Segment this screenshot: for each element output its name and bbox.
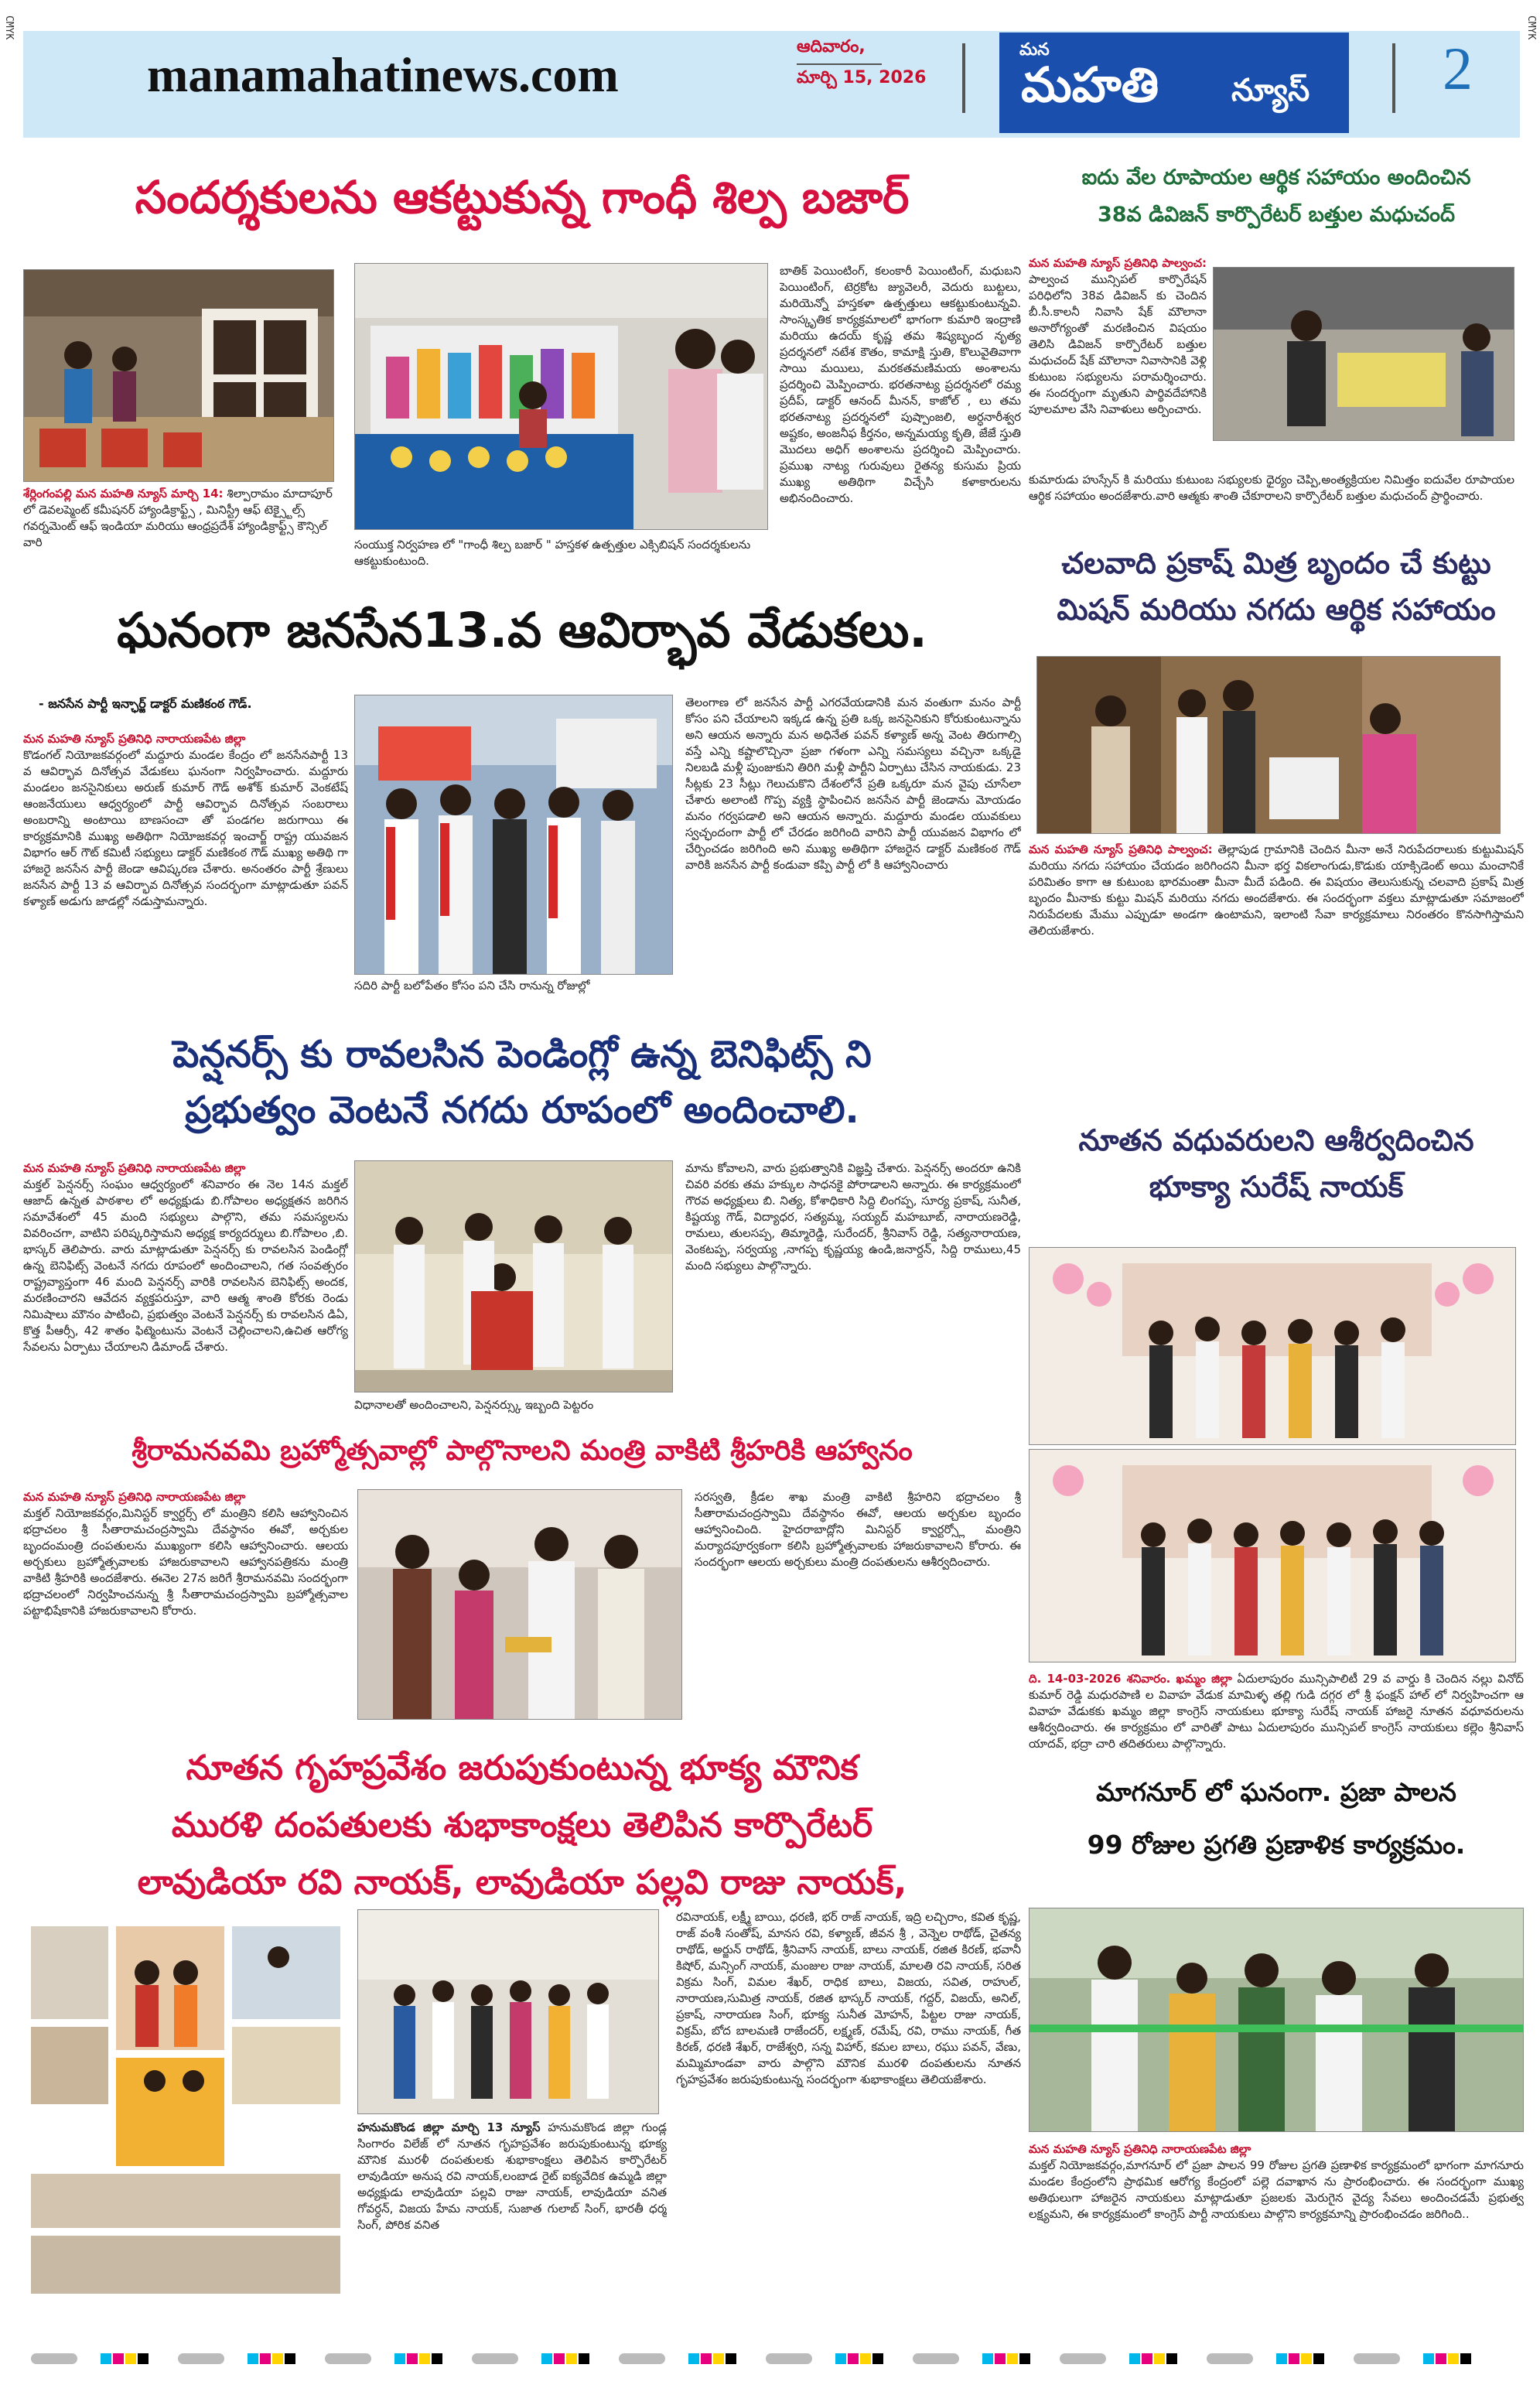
battula-dateline: మన మహతి న్యూస్ ప్రతినిధి పాల్వంచ: [1029,256,1207,270]
sriramanavami-col1 [23,1489,348,1721]
janasena-byline: - జనసేన పార్టీ ఇన్ఛార్జ్ డాక్టర్ మణికంఠ గౌడ్. [39,696,252,711]
gandhi-headline: సందర్శకులను ఆకట్టుకున్న గాంధీ శిల్ప బజార్ [135,171,910,224]
gandhi-body: బాతిక్ పెయింటింగ్, కలంకారీ పెయింటింగ్, మధుబని పెయింటింగ్, టెర్రకోట జ్యువెలరీ, వెదురు బుట్టలు, మరియెన్నో హస్తకళా ఉత్పత్తులు ఆకట్టుకుంటున్నవి. సాంస్కృతిక కార్యక్రమాలలో భాగంగా కుమారి ఇంద్రాణి మరియు ఉదయ్ కృష్ణ తమ శిష్యబృంద నృత్య ప్రదర్శనలో నటేశ కౌతం, కామాక్షి స్తుతి, కొలువైతివాగా సాయి మయిలు, మరకతమణిమయ అంశాలను ప్రదర్శించి మెప్పించారు. భరతనాట్య ప్రదర్శనలో రమ్య ప్రదీప్, డాక్టర్ ఆనంద్ మీనన్, కాజోల్ , లు తమ భరతనాట్య ప్రదర్శనలో పుష్పాంజలి, అర్ధనారీశ్వర అష్టకం, అంజనీఫ కీర్తనం, అన్నమయ్య కృతి, జేజే స్తుతి మొదలు అధిగ్ అంశాలను ప్రదర్శించి మెప్పించారు. ప్రముఖ నాట్య గురువులు రైతన్య కుసుమ ప్రియ ముఖ్య అతిథిగా విచ్చేసి కళాకారులను అభినందించారు. [780,264,1021,505]
janasena-caption: సదిరి పార్టీ బలోపేతం కోసం పని చేసి రానున్న రోజుల్లో [354,979,590,993]
masthead-divider-2 [1392,43,1395,113]
pensioners-caption: విధానాలతో అందించాలని, పెన్షనర్స్కు ఇబ్బంది పెట్టరం [354,1398,594,1412]
bhukya-headline-1: నూతన వధువరులని ఆశీర్వదించిన [1078,1123,1474,1157]
pensioners-col3: మాను కోవాలని, వారు ప్రభుత్వానికి విజ్ఞప్తి చేశారు. పెన్షనర్స్ అందరూ ఉనికి చివరి వరకు తమ హక్కుల సాధనకై పోరాడాలని అన్నారు. ఈ కార్యక్రమంలో గౌరవ అధ్యక్షులు బి. నిత్య, కోశాధికారి సిద్ది లింగప్ప, సూర్య ప్రకాష్, సునీత, కిష్టయ్య గౌడ్, విద్యాధర, సత్యమ్మ, సయ్యద్ మహబూబ్, నారాయణరెడ్డి, రామలు, తులసప్ప, తిమ్మారెడ్డి, సురేందర్, శ్రీనివాస్ రెడ్డి, సత్యనారాయణ, వెంకటప్ప, సర్వయ్య ,నాగప్ప కృష్ణయ్య ఉండి,జనార్దన్, సిద్ది రాములు,45 మంది సభ్యులు పాల్గొన్నారు. [685,1161,1021,1273]
bhukya-body [1029,1671,1524,1762]
pensioners-dateline: మన మహతి న్యూస్ ప్రతినిధి నారాయణపేట జిల్లా [23,1161,246,1175]
newspaper-logo [999,32,1349,133]
janasena-photo [354,695,673,975]
chalavadi-headline-1: చలవాది ప్రకాష్ మిత్ర బృందం చే కుట్టు [1061,546,1491,580]
gruhapravesam-headline-2: మురళి దంపతులకు శుభాకాంక్షలు తెలిపిన కార్పొరేటర్ [171,1806,873,1845]
registration-mark-left: CMYK [3,15,15,40]
gruhapravesam-dateline: హనుమకొండ జిల్లా మార్చి 13 న్యూస్ [357,2120,541,2134]
logo-news-text: న్యూస్ [1231,73,1310,108]
bhukya-photo-2 [1029,1449,1516,1662]
janasena-dateline: మన మహతి న్యూస్ ప్రతినిధి నారాయణపేట జిల్లా [23,732,246,746]
maganoor-headline-2: 99 రోజుల ప్రగతి ప్రణాళిక కార్యక్రమం. [1087,1830,1466,1860]
gandhi-photo-2 [354,263,768,530]
issue-date-text: మార్చి 15, 2026 [797,68,927,87]
maganoor-body [1029,2141,1524,2312]
maganoor-photo [1029,1908,1524,2132]
gruhapravesam-headline-3: లావుడియా రవి నాయక్, లావుడియా పల్లవి రాజు నాయక్, [137,1863,907,1902]
sriramanavami-col1-text: మక్తల్ నియోజకవర్గం,మినిస్టర్ క్వార్టర్స్ లో మంత్రిని కలిసి ఆహ్వానించిన భద్రాచలం శ్రీ సీతారామచంద్రస్వామి దేవస్థానం ఈవో, అర్చకుల బృందంమంత్రి దంపతులను ముఖ్యంగా కలిసి ఆహ్వానించారు. ఆలయ అర్చకులు బ్రహ్మోత్సవాలకు హాజరుకావాలని ఆహ్వానపత్రికను మంత్రి వాకిటి శ్రీహరికి అందజేశారు. ఈనెల 27న జరిగే శ్రీరామనవమి సందర్భంగా భద్రాచలంలో నిర్వహించనున్న శ్రీ సీతారామచంద్రస్వామి బ్రహ్మోత్సవాల పట్టాభిషేకానికి హాజరుకావాలని కోరారు. [23,1506,348,1618]
logo-big-text: మహతి [1021,60,1159,112]
issue-day: ఆదివారం, [797,37,866,56]
battula-headline-2: 38వ డివిజన్ కార్పొరేటర్ బత్తుల మధుచంద్ [1097,203,1456,227]
bhukya-body-text: ఏదులాపురం మున్సిపాలిటీ 29 వ వార్డు కి చెందిన నల్లు వినోద్ కుమార్ రెడ్డి మధురపాణి ల వివాహ వేడుక మామిళ్ళ తల్లి గుడి దగ్గర లో శ్రీ ఫంక్షన్ హాల్ లో నిర్వహించగా ఆ వివాహ వేడుకకు ఖమ్మం జిల్లా కాంగ్రెస్ నాయకులు భూక్యా సురేష్ నాయక్ హాజరై నూతన వధూవరులను ఆశీర్వదించారు. ఈ కార్యక్రమం లో వారితో పాటు ఏదులాపురం మున్సిపల్ కాంగ్రెస్ నాయకులు కల్లెం శ్రీనివాస్ యాదవ్, భద్రా చారి తదితరులు పాల్గొన్నారు. [1029,1672,1524,1751]
maganoor-body-text: మక్తల్ నియోజకవర్గం,మాగనూర్ లో ప్రజా పాలన 99 రోజుల ప్రగతి ప్రణాళిక కార్యక్రమంలో భాగంగా మాగనూరు మండల కేంద్రంలోని ప్రాథమిక ఆరోగ్య కేంద్రంలో పల్లె దవాఖాన ను ప్రారంభించారు. ఈ సందర్భంగా ముఖ్య అతిథులుగా హాజరైన నాయకులు మాట్లాడుతూ ప్రజలకు మెరుగైన వైద్య సేవలు అందించడమే ప్రభుత్వ లక్ష్యమని, ఈ కార్యక్రమంలో కాంగ్రెస్ పార్టీ నాయకులు పాల్గొని కార్యక్రమాన్ని ప్రారంభించడం జరిగింది.. [1029,2158,1524,2221]
bhukya-dateline: ది. 14-03-2026 శనివారం. ఖమ్మం జిల్లా [1029,1672,1232,1686]
date-divider [797,63,882,65]
color-registration-bar [31,2349,1516,2369]
battula-col1 [1029,255,1207,487]
pensioners-photo [354,1160,673,1392]
gruhapravesam-col1-text: హనుమకొండ జిల్లా గుండ్ల సింగారం విలేజ్ లో నూతన గృహప్రవేశం జరుపుకుంటున్న భూక్య మౌనిక మురళీ దంపతులకు శుభాకాంక్షలు తెలిపిన కార్పొరేటర్ లావుడియా అనుష రవి నాయక్,లంబాడ రైట్ ఐక్యవేదిక ఉమ్మడి జిల్లా అధ్యక్షుడు లావుడియా పల్లవి రాజు నాయక్, లావుడియా వనిత గోవర్ధన్, విజయ హేమ నాయక్, సుజాత గులాబ్ సింగ్, భారతీ ధర్మ సింగ్, పోరిక వనిత [357,2120,667,2232]
logo-small-text: మన [1019,40,1050,60]
chalavadi-body [1029,842,1524,1111]
gruhapravesam-headline-1: నూతన గృహప్రవేశం జరుపుకుంటున్న భూక్య మౌనిక [186,1748,859,1788]
page-number: 2 [1443,35,1473,102]
chalavadi-headline-2: మిషన్ మరియు నగదు ఆర్థిక సహాయం [1057,593,1496,627]
sriramanavami-photo [357,1489,682,1720]
gruhapravesam-col1 [357,2120,667,2305]
sriramanavami-dateline: మన మహతి న్యూస్ ప్రతినిధి నారాయణపేట జిల్లా [23,1490,246,1504]
maganoor-dateline: మన మహతి న్యూస్ ప్రతినిధి నారాయణపేట జిల్లా [1029,2142,1251,2156]
gandhi-photo-1 [23,269,334,482]
gruhapravesam-photo-collage [31,1926,344,2298]
pensioners-col1 [23,1160,348,1416]
pensioners-headline-1: పెన్షనర్స్ కు రావలసిన పెండింగ్లో ఉన్న బెనిఫిట్స్ ని [172,1033,872,1076]
battula-col2: కుమారుడు హుస్సేన్ కి మరియు కుటుంబ సభ్యులకు ధైర్యం చెప్పి,అంత్యక్రియల నిమిత్తం ఐదువేల రూపాయల ఆర్థిక సహాయం అందజేశారు.వారి ఆత్మకు శాంతి చేకూరాలని కార్పొరేటర్ బత్తుల మధుచంద్ ప్రార్థించారు. [1029,473,1514,503]
battula-col1-text: పాల్వంచ మున్సిపల్ కార్పొరేషన్ పరిధిలోని 38వ డివిజన్ కు చెందిన బీ.సీ.కాలనీ నివాసి షేక్ మౌలానా అనారోగ్యంతో మరణించిన విషయం తెలిసి డివిజన్ కార్పొరేటర్ బత్తుల మధుచంద్ షేక్ మౌలానా నివాసానికి వెళ్లి కుటుంబ సభ్యులను పరామర్శించారు. ఈ సందర్భంగా మృతుని పార్థివదేహానికి పూలమాల వేసి నివాళులు అర్పించారు. [1029,272,1207,416]
maganoor-headline-1: మాగనూర్ లో ఘనంగా. ప్రజా పాలన [1096,1777,1456,1807]
battula-headline-1: ఐదు వేల రూపాయల ఆర్థిక సహాయం అందించిన [1081,166,1471,190]
gandhi-lead-text: శిల్పారామం మాదాపూర్ లో డెవలప్మెంట్ కమీషనర్ హ్యాండిక్రాఫ్ట్స్ , మినిస్ట్రీ ఆఫ్ టెక్స్టైల్స్ గవర్నమెంట్ ఆఫ్ ఇండియా మరియు ఆంధ్రప్రదేశ్ హ్యాండిక్రాఫ్ట్స్ కౌన్సిల్ వారి [23,487,333,549]
masthead-divider [962,43,965,113]
janasena-headline: ఘనంగా జనసేన13.వ ఆవిర్భావ వేడుకలు. [117,602,927,658]
gruhapravesam-col2: రవినాయక్, లక్ష్మీ బాయి, ధరణి, భర్ రాజ్ నాయక్, ఇద్రి లచ్చిరాం, కవిత కృష్ణ, రాజ్ వంశీ సంతోష్, మానస రవి, కళ్యాణ్, జీవన శ్రీ , వెన్నెల రాథోడ్, చైతన్య రాథోడ్, అర్జున్ రాథోడ్, శ్రీనివాస్ నాయక్, బాలు నాయక్, రజిత కిరణ్, భవానీ కిషోర్, మన్సింగ్ నాయక్, మంజుల రాజు నాయక్, మాలతి రవి నాయక్, సరిత విక్రమ సింగ్, విమల శేఖర్, రాధిక బాలు, విజయ, సవిత, రాహుల్, నారాయణ,సుమిత్ర నాయక్, రజిత భాస్కర్ నాయక్, గద్దర్, విజయ్, అనిల్, ప్రకాష్, నారాయణ సింగ్, భూక్య సునీత మోహన్, పిట్టల రాజు నాయక్, విక్రమ్, బోద బాలమణి రాజేందర్, లక్ష్మణ్, రమేష్, రవి, రాము నాయక్, గీత కిరణ్, ధరణి శేఖర్, రాజేశ్వరి, సన్న విహార్, కమల బాలు, రఘు పవన్, వేణు, మమ్మిమాండవా వారు పాల్గొని మౌనిక మురళి దంపతులను నూతన గృహప్రవేశం జరుపుకుంటున్న సందర్భంగా శుభాకాంక్షలు తెలియజేశారు. [676,1910,1021,2086]
battula-photo [1213,267,1514,441]
gandhi-mid-text: సంయుక్త నిర్వహణ లో "గాంధీ శిల్ప బజార్ " హస్తకళ ఉత్పత్తుల ఎక్సిబిషన్ సందర్శకులను ఆకట్టుకుంటుంది. [354,538,751,568]
chalavadi-body-text: తెల్లాపుడ గ్రామానికి చెందిన మీనా అనే నిరుపేదరాలుకు కుట్టుమిషన్ మరియు నగదు సహాయం చేయడం జరిగిందని మీనా భర్త వికలాంగుడు,కొడుకు యాక్సిడెంట్ అయి మంచానికే పరిమితం కాగా ఆ కుటుంబ భారమంతా మీనా మీదే పడింది. ఈ విషయం తెలుసుకున్న చలవాది ప్రకాష్ మిత్ర బృందం మీనాకు కుట్టు మిషన్ మరియు నగదు అందజేశారు. ఈ సందర్భంగా వక్తలు మాట్లాడుతూ సమాజంలో నిరుపేదలకు మేము ఎప్పుడూ అండగా ఉంటామని, ఇలాంటి సేవా కార్యక్రమాలు నిరంతరం కొనసాగిస్తామని తెలియజేశారు. [1029,842,1524,938]
janasena-col3: తెలంగాణ లో జనసేన పార్టీ ఎగరవేయడానికి మన వంతుగా మనం పార్టీ కోసం పని చేయాలని ఇక్కడ ఉన్న ప్రతి ఒక్క జనసైనికుని కోరుకుంటున్నాను అని ఆయన అన్నారు మన అధినేత పవన్ కళ్యాణ్ అన్న వెంట తిరుగాల్సి వస్తే ఎన్ని కష్టాలొచ్చినా ప్రజా గళంగా ఎన్ని సమస్యలు వచ్చినా ఒక్కడై నిలబడి మళ్లీ పుంజుకుని తిరిగి మళ్లీ పార్టీని ఏర్పాటు చేసిన నాయకుడు. 23 సీట్లకు 23 సీట్లు గెలుచుకొని దేశంలోనే ప్రతి ఒక్కరూ మన వైపు చూసేలా చేశారు అలాంటి గొప్ప వ్యక్తి స్థాపించిన జనసేన పార్టీ జెండాను మోయడం మనం గర్వపడాలి అని ఆయన అన్నారు. మద్దూరు మండల యువకులు స్వచ్ఛందంగా పార్టీ లో చేరడం జరిగింది వారిని పార్టీ యువజన విభాగం లో చేర్పించడం జరిగింది అని ముఖ్య అతిథిగా హాజరైన డాక్టర్ మణికంఠ గౌడ్ వారికి జనసేన పార్టీ కండువా కప్పి పార్టీ లో కి ఆహ్వానించారు [685,695,1021,872]
janasena-col1-text: కొడంగల్ నియోజకవర్గంలో మద్దూరు మండల కేంద్రం లో జనసేనపార్టీ 13 వ ఆవిర్భావ దినోత్సవ వేడుకలు ఘనంగా నిర్వహించారు. మద్దూరు మండలం జనసైనికులు అరుణ్ కుమార్ గౌడ్ అశోక్ కుమార్ వెంకటేష్ ఆంజనేయులు ఆధ్వర్యంలో పార్టీ ఆవిర్భావ దినోత్సవ సంబరాలు అంబరాన్ని అంటాయి బాణసంచా తో పండగల జరుగాయి ఈ కార్యక్రమానికి ముఖ్య అతిథిగా నియోజకవర్గ ఇంచార్జ్ రాష్ట్ర యువజన విభాగం ఆర్ గౌట్ కమిటీ సభ్యులు డాక్టర్ మణికంఠ గౌడ్ ముఖ్య అతిథి గా హాజరై జనసేన పార్టీ జెండా ఆవిష్కరణ చేశారు. అనంతరం పార్టీ శ్రేణులు జనసేన పార్టీ 13 వ ఆవిర్భావ దినోత్సవ సందర్భంగా మాట్లాడుతూ పవన్ కళ్యాణ్ అడుగు జాడల్లో నడుస్తామన్నారు. [23,748,348,908]
bhukya-headline-2: భూక్యా సురేష్ నాయక్ [1149,1170,1404,1204]
sriramanavami-headline: శ్రీరామనవమి బ్రహ్మోత్సవాల్లో పాల్గొనాలని మంత్రి వాకిటి శ్రీహరికి ఆహ్వానం [131,1435,913,1467]
registration-mark-right: CMYK [1525,15,1537,40]
sriramanavami-col3: సరస్వతి, క్రీడల శాఖ మంత్రి వాకిటి శ్రీహరిని భద్రాచలం శ్రీ సీతారామచంద్రస్వామి దేవస్థానం ఈవో, ఆలయ అర్చకుల బృందం ఆహ్వానించింది. హైదరాబాద్లోని మినిస్టర్ క్వార్టర్స్లో మంత్రిని మర్యాదపూర్వకంగా కలిసి బ్రహ్మోత్సవాలకు హాజరుకావాలని కోరారు. ఈ సందర్భంగా ఆలయ అర్చకులు మంత్రి దంపతులను ఆశీర్వదించారు. [695,1490,1021,1569]
site-url[interactable]: manamahatinews.com [147,47,619,102]
issue-date [797,37,959,130]
bhukya-photo-1 [1029,1247,1516,1445]
chalavadi-dateline: మన మహతి న్యూస్ ప్రతినిధి పాల్వంచ: [1029,842,1213,856]
gandhi-dateline: శేర్లింగంపల్లి మన మహతి న్యూస్ మార్చి 14: [23,487,224,501]
pensioners-headline-2: ప్రభుత్వం వెంటనే నగదు రూపంలో అందించాలి. [185,1088,859,1132]
gruhapravesam-photo [357,1909,659,2114]
chalavadi-photo [1036,656,1501,834]
gandhi-lead [23,486,348,582]
pensioners-col1-text: మక్తల్ పెన్షనర్స్ సంఘం ఆధ్వర్యంలో శనివారం ఈ నెల 14న మక్తల్ ఆజాద్ ఉన్నత పాఠశాల లో అధ్యక్షుడు బి.గోపాలం అధ్యక్షతన జరిగిన సమావేశంలో 45 మంది సభ్యులు పాల్గొని, తమ సమస్యలను వివరించగా, వాటిని పరిష్కరిస్తామని అధ్యక్ష కార్యదర్శులు బి.గోపాలం ,బి. భాస్కర్ తెలిపారు. వారు మాట్లాడుతూ పెన్షనర్స్ కు రావలసిన పెండింగ్లో ఉన్న బెనిఫిట్స్ వెంటనే నగదు రూపంలో అందించాలని, గత సంవత్సరం రాష్ట్రవ్యాప్తంగా 46 మంది పెన్షనర్స్ వారికి రావలసిన బెనిఫిట్స్ అందక, మరణించారని ఆవేదన వ్యక్తపరుస్తూ, వారి ఆత్మ శాంతి కోరకు రెండు నిమిషాలు మౌనం పాటించి, ప్రభుత్వం వెంటనే పెన్షనర్స్ కు రావలసిన డిఏ, కొత్త పీఆర్సీ, 42 శాతం ఫిట్మెంటును వెంటనే చెల్లించాలని,ఉచిత ఆరోగ్య సేవలను ఏర్పాటు చేయాలని డిమాండ్ చేశారు. [23,1177,348,1354]
janasena-col1 [23,731,348,1003]
